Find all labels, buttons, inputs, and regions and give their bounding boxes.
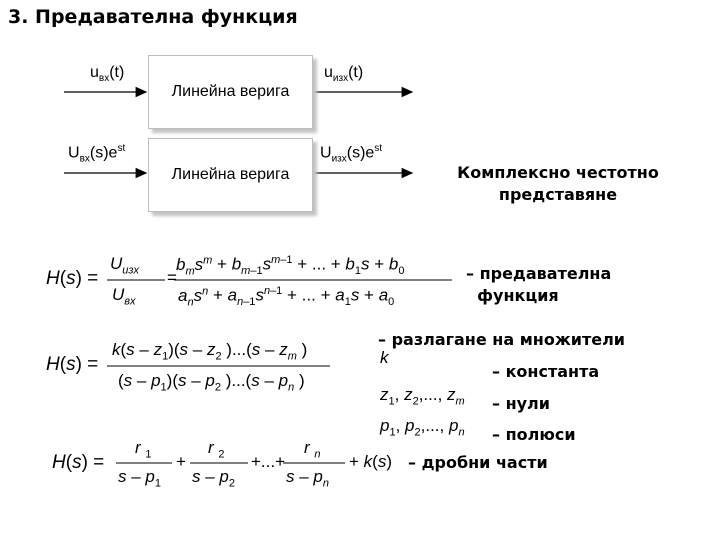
- input-signal-1: $u_{вх}(t)$: [90, 64, 125, 85]
- output-signal-2: $U_{изх}(s)e^{st}$: [320, 143, 383, 165]
- zeros-description: – нули: [492, 394, 550, 413]
- block-label-1: Линейна верига: [171, 83, 290, 100]
- eq3-term2-numerator: r $_2$: [208, 438, 225, 461]
- eq1-equals: =: [167, 268, 177, 287]
- eq3-term1-denominator: s – $p_1$: [118, 467, 161, 490]
- eq1-description: – предавателна функция: [466, 264, 612, 305]
- constant-symbol: k: [380, 348, 389, 367]
- eq3-lhs: H(s) =: [52, 452, 105, 473]
- poles-description: – полюси: [492, 425, 576, 444]
- eq3-term1-numerator: r $_1$: [135, 438, 152, 461]
- input-signal-2: $U_{вх}(s)e^{st}$: [68, 143, 126, 165]
- zeros-symbol: $z_1$, $z_2$,..., $z_m$: [380, 385, 465, 408]
- eq1-lhs: H(s) =: [46, 268, 99, 289]
- eq2-description: – разлагане на множители: [378, 330, 625, 349]
- eq3-term2-denominator: s – $p_2$: [192, 467, 235, 490]
- page-title: 3. Предавателна функция: [8, 6, 298, 28]
- constant-description: – константа: [492, 362, 600, 381]
- complex-frequency-note: Комплексно честотно представяне: [457, 163, 659, 204]
- eq3-tail: + k(s): [349, 452, 392, 471]
- linear-circuit-block-1: [148, 55, 313, 129]
- eq3-term3-denominator: s – $p_n$: [286, 467, 329, 490]
- output-signal-1: $u_{изх}(t)$: [324, 64, 364, 85]
- linear-circuit-block-2: [148, 138, 313, 212]
- eq3-plus-1: +: [176, 452, 186, 471]
- eq3-plus-dots: +...+: [251, 452, 286, 471]
- eq1-frac1-denominator: $U_{вх}$: [112, 285, 136, 308]
- eq1-frac2-numerator: $b_ms^m + b_{m-1}s^{m-1}$ + ... + $b_1s + b_0$: [176, 254, 405, 278]
- eq3-term3-numerator: r $_n$: [304, 438, 321, 461]
- poles-symbol: $p_1$, $p_2$,..., $p_n$: [380, 416, 465, 439]
- eq1-frac1-numerator: $U_{изх}$: [110, 254, 140, 277]
- eq2-lhs: H(s) =: [46, 354, 99, 375]
- eq2-numerator: $k(s - z_1)(s - z_2$ )$...(s - z_m$ ): [112, 340, 308, 363]
- eq2-denominator: $(s - p_1)(s - p_2$ )$...(s - p_n$ ): [118, 371, 305, 394]
- eq1-frac2-denominator: $a_ns^n + a_{n-1}s^{n-1}$ + ... + $a_1s + a_0$: [178, 285, 395, 309]
- eq3-description: – дробни части: [408, 453, 548, 472]
- block-label-2: Линейна верига: [171, 166, 290, 183]
